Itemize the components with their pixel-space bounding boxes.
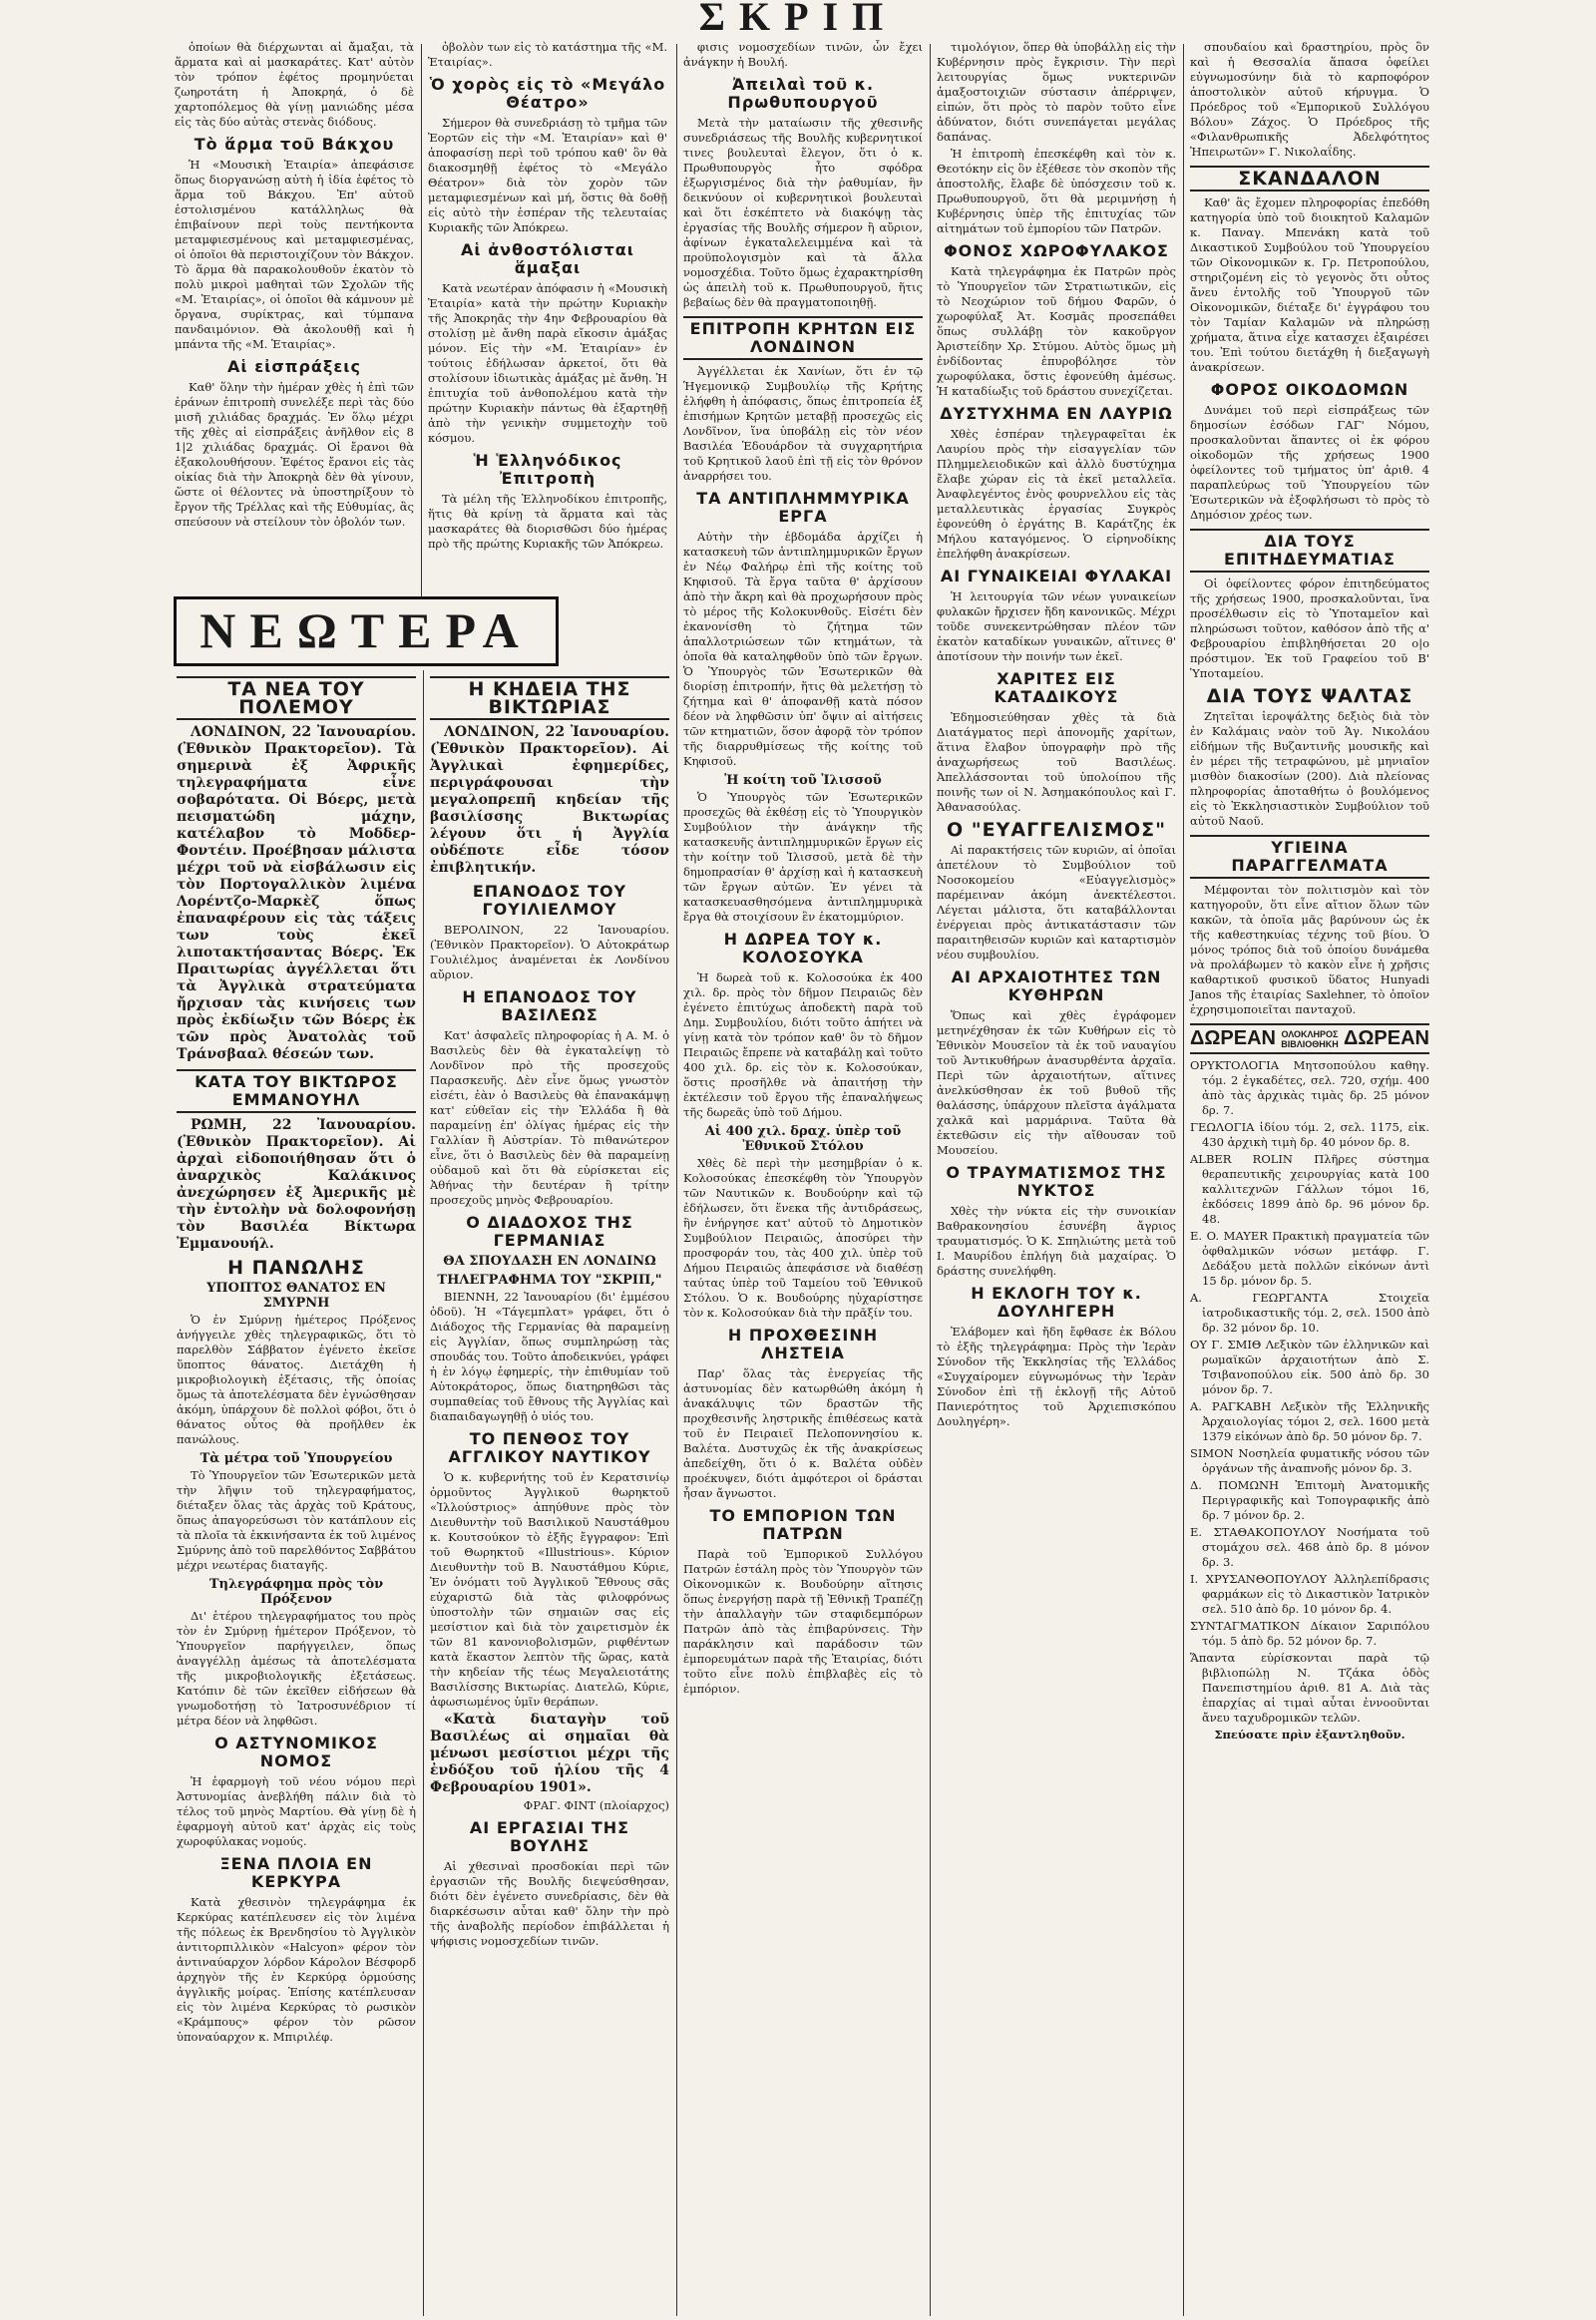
- subheading: ΤΗΛΕΓΡΑΦΗΜΑ ΤΟΥ "ΣΚΡΙΠ,": [437, 1273, 662, 1288]
- paragraph: Ἡ ἐφαρμογὴ τοῦ νέου νόμου περὶ Ἀστυνομίας ἀνεβλήθη πάλιν διὰ τὸ τέλος τοῦ μηνὸς Μαρτίου. Θὰ γίνῃ δὲ ἡ ἐφαρμογὴ αὐτοῦ κατ' ἀρχὰς εἰς τοὺς χωροφύλακας νομούς.: [177, 1774, 416, 1848]
- heading: ΣΚΑΝΔΑΛΟΝ: [1190, 166, 1429, 192]
- heading: Η ΕΠΑΝΟΔΟΣ ΤΟΥ ΒΑΣΙΛΕΩΣ: [462, 987, 637, 1024]
- list-item: ΟΡΥΚΤΟΛΟΓΙΑ Μητσοπούλου καθηγ. τόμ. 2 ἐγκαδέτες, σελ. 720, σχήμ. 400 ἀπὸ τὰς ἀρχικὰς τιμὰς δρ. 25 μόνον δρ. 7.: [1190, 1058, 1429, 1117]
- paragraph: φισις νομοσχεδίων τινῶν, ὧν ἔχει ἀνάγκην ἡ Βουλή.: [683, 40, 923, 69]
- heading: Η ΠΡΟΧΘΕΣΙΝΗ ΛΗΣΤΕΙΑ: [727, 1326, 879, 1362]
- heading: Τὸ ἅρμα τοῦ Βάκχου: [194, 135, 395, 154]
- heading: ΑΙ ΑΡΧΑΙΟΤΗΤΕΣ ΤΩΝ ΚΥΘΗΡΩΝ: [951, 967, 1162, 1004]
- dorean-left: ΔΩΡΕΑΝ: [1190, 1027, 1276, 1049]
- paragraph: σπουδαίου καὶ δραστηρίου, πρὸς ὃν καὶ ἡ Θεσσαλία ἅπασα ὀφείλει εὐγνωμοσύνην διὰ τὸ καρποφόρον ἀποστολικὸν αὐτοῦ κήρυγμα. Ὁ Πρόεδρος τοῦ «Ἐμπορικοῦ Συλλόγου Βόλου» Ζάχος. Ὁ Πρόεδρος τῆς «Φιλανθρωπικῆς Ἀδελφότητος Ἠπειρωτῶν» Γ. Νικολαΐδης.: [1190, 40, 1429, 159]
- heading: Ο ΤΡΑΥΜΑΤΙΣΜΟΣ ΤΗΣ ΝΥΚΤΟΣ: [946, 1163, 1167, 1200]
- heading: ΑΙ ΕΡΓΑΣΙΑΙ ΤΗΣ ΒΟΥΛΗΣ: [469, 1818, 630, 1855]
- paragraph: Ὁ κ. κυβερνήτης τοῦ ἐν Κερατσινίῳ ὁρμοῦντος Ἀγγλικοῦ θωρηκτοῦ «Ἰλλούστριος» ἀπηύθυνε πρὸς τὸν Διευθυντὴν τοῦ Βασιλικοῦ Ναυστάθμου κ. Κουτσούκον τὸ ἑξῆς ἔγγραφον: Ἐπὶ τοῦ Θωρηκτοῦ «Illustrious». Κύριον Διευθυντὴν τοῦ Β. Ναυστάθμου Κύριε, Ἐν ὀνόματι τοῦ Ἀγγλικοῦ Ἔθνους σᾶς εὐχαριστῶ διὰ τὰς φιλοφρόνως ὑποστολὴν τῶν σημαιῶν σας εἰς μεσίστιον καὶ διὰ τὸν χαιρετισμὸν ἐκ τῶν 81 κανονιοβολισμῶν, ριφθέντων κατὰ ἕκαστον λεπτὸν τῆς ὥρας, κατὰ τὴν κηδείαν τῆς τέως Μεγαλειοτάτης Βασιλίσσης Βικτωρίας. Διατελῶ, Κύριε, ἀφωσιωμένος ὑμῖν θεράπων.: [430, 1470, 669, 1709]
- column-divider: [676, 44, 677, 2316]
- heading: ΤΑ ΑΝΤΙΠΛΗΜΜΥΡΙΚΑ ΕΡΓΑ: [696, 489, 910, 526]
- heading: ΦΟΡΟΣ ΟΙΚΟΔΟΜΩΝ: [1210, 380, 1409, 399]
- heading: Ο ΔΙΑΔΟΧΟΣ ΤΗΣ ΓΕΡΜΑΝΙΑΣ: [466, 1213, 633, 1250]
- column-divider: [421, 44, 422, 597]
- paragraph: Μετὰ τὴν ματαίωσιν τῆς χθεσινῆς συνεδριάσεως τῆς Βουλῆς κυβερνητικοί τινες βουλευταὶ ἔλεγον, ὅτι ὁ κ. Πρωθυπουργὸς ἦτο σφόδρα ἐξωργισμένος διὰ τὴν ῥαθυμίαν, ἣν δεικνύουν οἱ κυβερνητικοὶ βουλευταὶ καὶ ὅτι ἐσκέπτετο νὰ διακόψῃ τὰς ἐργασίας τῆς Βουλῆς σήμερον ἢ αὔριον, ἀφίνων ἐγκαταλελειμμένα καὶ τὰ προϋπολογισμὸν καὶ τὰ ἄλλα νομοσχέδια. Τοῦτο ὅμως ἐχαρακτηρίσθη ὡς ἀπειλὴ τοῦ κ. Πρωθυπουργοῦ, ἥτις βεβαίως δὲν θὰ πραγματοποιηθῇ.: [683, 116, 923, 309]
- paragraph: ὀβολὸν των εἰς τὸ κατάστημα τῆς «Μ. Ἑταιρίας».: [428, 40, 667, 69]
- heading: Ο ΑΣΤΥΝΟΜΙΚΟΣ ΝΟΜΟΣ: [214, 1734, 378, 1770]
- paragraph: Χθὲς δὲ περὶ τὴν μεσημβρίαν ὁ κ. Κολοσούκας ἐπεσκέφθη τὸν Ὑπουργὸν τῶν Ναυτικῶν κ. Βουδούρην καὶ τῷ ἐδήλωσεν, ὅτι ἕνεκα τῆς ἀντιδράσεως, ἣν ἐνήργησε κατ' αὐτοῦ τὸ Δημοτικὸν Συμβούλιον Πειραιῶς, ἀποσύρει τὴν προσφοράν του, τὰς 400 χιλ. ὑπὲρ τοῦ Δήμου Πειραιῶς ἀπεφάσισε νὰ διαθέσῃ ταύτας ὑπὲρ τοῦ Ταμείου τοῦ Ἐθνικοῦ Στόλου. Ὁ κ. Βουδούρης ηὐχαρίστησε τὸν κ. Κολοσούκαν διὰ τὴν πρᾶξίν του.: [683, 1156, 923, 1320]
- paragraph: Αἱ παρακτήσεις τῶν κυριῶν, αἱ ὁποῖαι ἀπετέλουν τὸ Συμβούλιον τοῦ Νοσοκομείου «Εὐαγγελισμὸς» παρέμειναν ἀκόμη ἀνεκτέλεστοι. Λέγεται μάλιστα, ὅτι καταβάλλονται ἐνέργειαι πρὸς ἀντικατάστασιν τῶν παραιτηθεισῶν κυριῶν καὶ καταρτισμὸν νέου συμβουλίου.: [937, 843, 1176, 962]
- heading: ΦΟΝΟΣ ΧΩΡΟΦΥΛΑΚΟΣ: [944, 241, 1169, 260]
- paragraph: Οἱ ὀφείλοντες φόρον ἐπιτηδεύματος τῆς χρήσεως 1900, προσκαλοῦνται, ἵνα προσέλθωσιν εἰς τὸ Ὑποταμεῖον καὶ πληρώσωσι τοῦτον, καθόσον ἀπὸ τῆς α' Φεβρουαρίου ἐπιβληθήσεται 20 ο|ο πρόστιμον. Ἐκ τοῦ Γραφείου τοῦ Β' Ὑποταμείου.: [1190, 577, 1429, 680]
- heading: ΔΙΑ ΤΟΥΣ ΨΑΛΤΑΣ: [1206, 685, 1413, 707]
- subheading: Αἱ 400 χιλ. δραχ. ὑπὲρ τοῦ Ἐθνικοῦ Στόλου: [704, 1124, 902, 1154]
- heading: Η ΕΚΛΟΓΗ ΤΟΥ κ. ΔΟΥΛΗΓΕΡΗ: [971, 1284, 1142, 1321]
- paragraph: Τὰ μέλη τῆς Ἑλληνοδίκου ἐπιτροπῆς, ἥτις θὰ κρίνῃ τὰ ἅρματα καὶ τὰς μασκαράτες θὰ διορισθῶσι δύο ἡμέρας πρὸ τῆς πρώτης Κυριακῆς τῶν Ἀπόκρεω.: [428, 492, 667, 551]
- heading: Ἡ Ἑλληνόδικος Ἐπιτροπὴ: [473, 451, 622, 488]
- paragraph: Κατὰ νεωτέραν ἀπόφασιν ἡ «Μουσικὴ Ἑταιρία» κατὰ τὴν πρώτην Κυριακὴν τῆς Ἀποκρηᾶς τὴν 4ην Φεβρουαρίου θὰ στολίσῃ μὲ ἄνθη παρὰ εἴκοσιν ἁμάξας μόνον. Εἰς τὴν «Μ. Ἑταιρίαν» ἐν τούτοις ἐδήλωσαν ἀρκετοί, ὅτι θὰ στολίσουν ἰδιωτικὰς ἁμάξας μὲ ἄνθη. Ἡ ἐπιτυχία τοῦ ἀνθοπολέμου κατὰ τὴν πρώτην Κυριακὴν πάντως θὰ ἐξαρτηθῇ ἀπὸ τὴν γενικὴν συμμετοχὴν τοῦ κόσμου.: [428, 281, 667, 445]
- column-divider: [1183, 44, 1184, 2316]
- paragraph: Καθ' ὅλην τὴν ἡμέραν χθὲς ἡ ἐπὶ τῶν ἐράνων ἐπιτροπὴ συνελέξε περὶ τὰς δύο μισῆ χιλιάδας δραχμάς. Ἐν ὅλῳ μέχρι τῆς χθὲς αἱ εἰσπράξεις ἀνῆλθον εἰς 8 1|2 χιλιάδας δραχμάς. Οἱ ἔρανοι θὰ ἐξακολουθήσουν. Ἐφέτος ἔρανοι εἰς τὰς οἰκίας διὰ τὴν Ἀποκρηὰ δὲν θὰ γίνουν, ὥστε οἱ θέλοντες νὰ ὑποστηρίξουν τὸ ἔργον τῆς Τρέλλας καὶ τῆς Εὐθυμίας, ἂς σπεύσουν νὰ στείλουν τὸν ὀβολόν των.: [175, 380, 414, 529]
- list-item: Σπεύσατε πρὶν ἐξαντληθοῦν.: [1214, 1728, 1405, 1741]
- heading: Αἱ εἰσπράξεις: [227, 357, 361, 376]
- paragraph: Καθ' ἃς ἔχομεν πληροφορίας ἐπεδόθη κατηγορία ὑπὸ τοῦ διοικητοῦ Καλαμῶν κ. Παναγ. Μπενάκη κατὰ τοῦ Δικαστικοῦ Συμβούλου τοῦ Ὑπουργείου τῶν Οἰκονομικῶν κ. Γρ. Πετροπούλου, στηριζομένη εἰς τὸ γεγονὸς ὅτι οὗτος ἄνευ ἐντολῆς τοῦ Ὑπουργοῦ τῶν Οἰκονομικῶν, διέταξε δι' ἐγγράφου του τὸν Ταμίαν Καλαμῶν νὰ πληρώσῃ χρήματα, ἅτινα εἶχε κατασχει ἐξαιρέσει του. Ἐπὶ τούτου διετάχθη ἡ διεξαγωγὴ ἀνακρίσεων.: [1190, 195, 1429, 374]
- heading: Ὁ χορὸς εἰς τὸ «Μεγάλο Θέατρο»: [429, 75, 666, 112]
- paragraph: Σήμερον θὰ συνεδριάσῃ τὸ τμῆμα τῶν Ἑορτῶν εἰς τὴν «Μ. Ἑταιρίαν» καὶ θ' ἀποφασίσῃ περὶ τοῦ τρόπου καθ' ὃν θὰ διακοσμηθῇ ἐφέτος τὸ «Μεγάλο Θέατρον» διὰ τὸν χορὸν τῶν μεταμφιεσμένων καὶ μή, ὅστις θὰ δοθῇ εἰς αὐτὸ τὴν ἑσπέραν τῆς τελευταίας Κυριακῆς τῶν Ἀπόκρεω.: [428, 116, 667, 234]
- paragraph: Ἀγγέλλεται ἐκ Χανίων, ὅτι ἐν τῷ Ἡγεμονικῷ Συμβουλίῳ τῆς Κρήτης ἐλήφθη ἡ ἀπόφασις, ὅπως ἐπιτροπεία ἐξ ἐπισήμων Κρητῶν μεταβῇ προσεχῶς εἰς Λονδῖνον, ἵνα ὑποβάλῃ εἰς τὸν νέον Βασιλέα Ἐδουάρδον τὰ συγχαρητήρια τοῦ Κρητικοῦ λαοῦ ἐπὶ τῇ εἰς τὸν θρόνον ἀναρρήσει του.: [683, 364, 923, 483]
- heading: ΔΙΑ ΤΟΥΣ ΕΠΙΤΗΔΕΥΜΑΤΙΑΣ: [1190, 529, 1429, 573]
- heading: ΤΑ ΝΕΑ ΤΟΥ ΠΟΛΕΜΟΥ: [177, 676, 416, 720]
- column-1-top: [170, 40, 419, 593]
- paragraph: «Κατὰ διαταγὴν τοῦ Βασιλέως αἱ σημαῖαι θὰ μένωσι μεσίστιοι μέχρι τῆς ἐνδόξου τοῦ ἡλίου τῆς 4 Φεβρουαρίου 1901».: [430, 1712, 669, 1795]
- column-2-top: [423, 40, 672, 593]
- paragraph: ΛΟΝΔΙΝΟΝ, 22 Ἰανουαρίου. (Ἐθνικὸν Πρακτορεῖον). Τὰ σημερινὰ ἐξ Ἀφρικῆς τηλεγραφήματα εἶνε σοβαρότατα. Οἱ Βόερς, μετὰ πεισματώδη μάχην, κατέλαβον τὸ Μοδδερ-Φοντέιν. Προέβησαν μάλιστα μέχρι τοῦ νὰ εἰσβάλωσιν εἰς τὸν Πορτογαλλικὸν λιμένα Λορέντζο-Μαρκὲζ ὅπως ἐπαναφέρουν εἰς τὰς τάξεις των τοὺς ἐκεῖ λιποτακτήσαντας Βόερς. Ἐκ Πραιτωρίας ἀγγέλλεται ὅτι τὰ Ἀγγλικὰ στρατεύματα ἤρχισαν τὰς κινήσεις των πρὸς ἐκδίωξιν τῶν Βόερς ἐκ τῶν πρὸς Ἀνατολὰς τοῦ Τράνσβααλ θέσεών των.: [177, 724, 416, 1062]
- list-item: Α. ΓΕΩΡΓΑΝΤΑ Στοιχεῖα ἰατροδικαστικῆς τόμ. 2, σελ. 1500 ἀπὸ δρ. 32 μόνον δρ. 10.: [1190, 1291, 1429, 1335]
- heading: Η ΠΑΝΩΛΗΣ: [227, 1257, 365, 1279]
- paragraph: Ὁ Ὑπουργὸς τῶν Ἐσωτερικῶν προσεχῶς θὰ ἐκθέσῃ εἰς τὸ Ὑπουργικὸν Συμβούλιον τὴν ἀνάγκην τῆς κατασκευῆς ἀντιπλημμυρικῶν ἔργων εἰς τὴν κοίτην τοῦ Ἰλισσοῦ, μετὰ δὲ τὴν δημοπρασίαν θ' ἀρχίσῃ καὶ ἡ κατασκευὴ τῶν ἔργων αὐτῶν. Ἐν γένει τὰ κατασκευασθησόμενα ἀντιπλημμυρικὰ ἔργα θὰ στοιχίσουν ἓν ἑκατομμύριον.: [683, 790, 923, 924]
- neotera-banner: ΝΕΩΤΕΡΑ: [174, 596, 559, 666]
- paragraph: Ὅπως καὶ χθὲς ἐγράφομεν μετηνέχθησαν ἐκ τῶν Κυθήρων εἰς τὸ Ἐθνικὸν Μουσεῖον τὰ ἐκ τοῦ ναυαγίου τοῦ Ἀντικυθήρων ἀνασυρθέντα ἀρχαῖα. Περὶ τῶν ἀρχαιοτήτων, αἵτινες ἀνελκύσθησαν ἐκ τοῦ βυθοῦ τῆς θαλάσσης, ὑπάρχουν πλεῖστα ἀγάλματα χαλκᾶ καὶ μαρμάρινα. Ταῦτα θὰ ἐκτεθῶσιν εἰς τὴν αἴθουσαν τοῦ Μουσείου.: [937, 1008, 1176, 1157]
- column-4: [932, 40, 1181, 2316]
- heading: ΤΟ ΕΜΠΟΡΙΟΝ ΤΩΝ ΠΑΤΡΩΝ: [709, 1506, 897, 1543]
- list-item: Α. ΡΑΓΚΑΒΗ Λεξικὸν τῆς Ἑλληνικῆς Ἀρχαιολογίας τόμοι 2, σελ. 1600 μετὰ 1379 εἰκόνων ἀπὸ δρ. 50 μόνον δρ. 7.: [1190, 1399, 1429, 1443]
- heading: ΤΟ ΠΕΝΘΟΣ ΤΟΥ ΑΓΓΛΙΚΟΥ ΝΑΥΤΙΚΟΥ: [448, 1429, 651, 1466]
- heading: Αἱ ἀνθοστόλισται ἅμαξαι: [461, 240, 634, 277]
- paragraph: τιμολόγιον, ὅπερ θὰ ὑποβάλλῃ εἰς τὴν Κυβέρνησιν πρὸς ἔγκρισιν. Τὴν περὶ λειτουργίας ὅμως νυκτερινῶν ἁμαξοστοιχιῶν σύστασιν ἀπέρριψεν, εἰπών, ὅτι πρὸς τὸ παρὸν τοῦτο εἶνε ἀδύνατον, διότι συνεπάγεται μεγάλας δαπάνας.: [937, 40, 1176, 144]
- paragraph: Τὸ Ὑπουργεῖον τῶν Ἐσωτερικῶν μετὰ τὴν λῆψιν τοῦ τηλεγραφήματος, διέταξεν ὅλας τὰς ἀρχὰς τοῦ Κράτους, ὅπως ἀπαγορεύσωσι τὸν κατάπλουν εἰς τὰ πλοῖα τὰ ἐκκινήσαντα ἐκ τοῦ λιμένος Σμύρνης ἀπὸ τοῦ παρελθόντος Σαββάτου μέχρι νεωτέρας διαταγῆς.: [177, 1468, 416, 1572]
- book-list: [1190, 1058, 1429, 1742]
- signature: ΦΡΑΓ. ΦΙΝΤ (πλοίαρχος): [523, 1798, 669, 1812]
- paragraph: Ἡ δωρεὰ τοῦ κ. Κολοσούκα ἐκ 400 χιλ. δρ. πρὸς τὸν δῆμον Πειραιῶς δὲν ἐγένετο ἐπιτύχως ἀποδεκτὴ παρὰ τοῦ Δημ. Συμβουλίου, διότι τοῦτο ἀπήτει νὰ γίνῃ κατὰ τὸν τρόπον καθ' ὃν τὸ δῆμον Πειραιῶς ἔπρεπε νὰ καταβάλῃ καὶ τοῦτο 400 χιλ. δρ. εἰς τὸν κ. Κολοσούκαν, ὅστις προσῆλθε νὰ ἀπαιτήσῃ τὴν ἐκτέλεσιν τοῦ ἔργου τῆς ἐπαναλήψεως τῆς δωρεᾶς ὑπὸ τοῦ Δήμου.: [683, 970, 923, 1119]
- masthead-title: ΣΚΡΙΠ: [698, 0, 898, 39]
- paragraph: ΛΟΝΔΙΝΟΝ, 22 Ἰανουαρίου. (Ἐθνικὸν Πρακτορεῖον). Αἱ Ἀγγλικαὶ ἐφημερίδες, περιγράφουσαι τὴν μεγαλοπρεπῆ κηδείαν τῆς βασιλίσσης Βικτωρίας λέγουν ὅτι ἡ Ἀγγλία οὐδέποτε εἶδε τόσον ἐπιβλητικήν.: [430, 724, 669, 876]
- paragraph: ΒΕΡΟΛΙΝΟΝ, 22 Ἰανουαρίου. (Ἐθνικὸν Πρακτορεῖον). Ὁ Αὐτοκράτωρ Γουλιέλμος ἀναμένεται ἐκ Λονδίνου αὔριον.: [430, 923, 669, 981]
- subheading: ΥΠΟΠΤΟΣ ΘΑΝΑΤΟΣ ΕΝ ΣΜΥΡΝΗ: [206, 1281, 386, 1311]
- list-item: SIMON Νοσηλεία φυματικῆς νόσου τῶν ὀργάνων τῆς ἀναπνοῆς μόνον δρ. 3.: [1190, 1446, 1429, 1475]
- paragraph: Μέμφονται τὸν πολιτισμὸν καὶ τὸν κατηγοροῦν, ὅτι εἶνε αἴτιον ὅλων τῶν κακῶν, τὰ ὁποῖα μᾶς βαρύνουν ὡς ἐκ τῆς καθεστηκυίας τέχνης τοῦ βίου. Ὁ μόνος τρόπος διὰ τοῦ ὁποίου δυνάμεθα νὰ προλάβωμεν τὸ κακὸν εἶνε ἡ χρῆσις καθαρτικοῦ φυσικοῦ ὕδατος Hunyadi Janos τῆς ἐταιρίας Saxlehner, τὸ ὁποῖον ἐχρησιμοποιεῖται πανταχοῦ.: [1190, 883, 1429, 1016]
- heading: ΞΕΝΑ ΠΛΟΙΑ ΕΝ ΚΕΡΚΥΡΑ: [219, 1854, 373, 1891]
- list-item: Δ. ΠΟΜΩΝΗ Ἐπιτομὴ Ἀνατομικῆς Περιγραφικῆς καὶ Τοπογραφικῆς ἀπὸ δρ. 7 μόνον δρ. 2.: [1190, 1478, 1429, 1522]
- column-5: [1185, 40, 1434, 2316]
- column-3: [678, 40, 928, 2316]
- paragraph: Ζητεῖται ἱεροψάλτης δεξιὸς διὰ τὸν ἐν Καλάμαις ναὸν τοῦ Ἁγ. Νικολάου εἰδήμων τῆς Βυζαντινῆς μουσικῆς καὶ ἐν μέρει τῆς τετραφώνου, μὲ μηνιαῖον μισθὸν διακοσίων (200). Διὰ πλείονας πληροφορίας ἀποταθήτω ὁ βουλόμενος εἰς τὸ Ἐκκλησιαστικὸν Συμβούλιον τοῦ αὐτοῦ Ναοῦ.: [1190, 709, 1429, 828]
- paragraph: Δυνάμει τοῦ περὶ εἰσπράξεως τῶν δημοσίων ἐσόδων ΓΑΓ' Νόμου, προσκαλοῦνται ἅπαντες οἱ ἐκ φόρου οἰκοδομῶν τῆς χρήσεως 1900 ὀφείλοντες τοῦ τμήματος ὑπ' ἀριθ. 4 παραπλεύρως τοῦ Ὑπουργείου τῶν Ἐσωτερικῶν νὰ ἐξοφλήσωσι τὸ πρὸς τὸ Δημόσιον χρέος των.: [1190, 403, 1429, 522]
- list-item: Ι. ΧΡΥΣΑΝΘΟΠΟΥΛΟΥ Ἀλληλεπίδρασις φαρμάκων εἰς τὸ Δικαστικὸν Ἰατρικὸν σελ. 510 ἀπὸ δρ. 10 μόνον δρ. 4.: [1190, 1572, 1429, 1616]
- column-divider: [423, 670, 424, 2316]
- paragraph: Αἱ χθεσιναὶ προσδοκίαι περὶ τῶν ἐργασιῶν τῆς Βουλῆς διεψεύσθησαν, διότι δὲν ἐγένετο συνεδρίασις, δὲν θὰ διαρκέσωσιν αὗται καθ' ὅλην τὴν πρὸ τῆς ἀναβολῆς περίοδον ἐπιβάλλεται ἡ ψήφισις νομοσχεδίων τινῶν.: [430, 1859, 669, 1948]
- heading: ΧΑΡΙΤΕΣ ΕΙΣ ΚΑΤΑΔΙΚΟΥΣ: [994, 669, 1119, 706]
- paragraph: Ὁ ἐν Σμύρνῃ ἡμέτερος Πρόξενος ἀνήγγειλε χθὲς τηλεγραφικῶς, ὅτι τὸ παρελθὸν Σάββατον ἐγένετο ἐκεῖσε ὕποπτος θάνατος. Διετάχθη ἡ μικροβιολογικὴ ἐξέτασις, τῆς ὁποίας ὅμως τὰ ἀποτελέσματα δὲν ἐγνώσθησαν ἀκόμη, ὑπάρχουν δὲ πολλοὶ φόβοι, ὅτι ὁ θάνατος οὗτος θὰ προῆλθεν ἐκ πανώλους.: [177, 1313, 416, 1446]
- subheading: Ἡ κοίτη τοῦ Ἰλισσοῦ: [724, 773, 882, 788]
- dorean-right: ΔΩΡΕΑΝ: [1344, 1027, 1429, 1049]
- paragraph: Ἡ «Μουσικὴ Ἑταιρία» ἀπεφάσισε ὅπως διοργανώσῃ αὐτὴ ἡ ἰδία ἐφέτος τὸ ἅρμα τοῦ Βάκχου. Ἐπ' αὐτοῦ ἐστολισμένου κατάλληλως θὰ ἐπιβαίνουν περὶ τοὺς πεντήκοντα μεταμφιεσμένους καὶ μεταμφιεσμένας, οἱ ὁποῖοι θὰ περιστοιχίζουν τὸν Βάκχον. Τὸ ἅρμα θὰ παρακολουθοῦν ἑκατὸν τὸ πολὺ μικροὶ μαθηταὶ τῶν Σχολῶν τῆς «Μ. Ἑταιρίας», οἱ ὁποῖοι θὰ κάμνουν μὲ ὄργανα, συρίκτρας, καὶ τύμπανα πανδαιμόνιον. Θὰ ἀκολουθῇ καὶ ἡ μπάντα τῆς «Μ. Ἑταιρίας».: [175, 158, 414, 351]
- paragraph: Κατ' ἀσφαλεῖς πληροφορίας ἡ Α. Μ. ὁ Βασιλεὺς δὲν θὰ ἐγκαταλείψῃ τὸ Λονδῖνον πρὸ τῆς προσεχοῦς Παρασκευῆς. Δὲν εἶνε ὅμως γνωστὸν εἰσέτι, ἐὰν ὁ Βασιλεὺς θὰ ἐπανακάμψῃ κατ' εὐθεῖαν εἰς τὴν Ἑλλάδα ἢ θὰ παραμείνῃ ἐπ' ὀλίγας ἡμέρας εἰς τὴν Γαλλίαν ἢ Αὐστρίαν. Τὸ πιθανώτερον εἶνε, ὅτι ὁ Βασιλεὺς δὲν θὰ παραμείνῃ οὐδαμοῦ καὶ ὅτι θὰ εὑρίσκεται εἰς Ἀθήνας τὴν δευτέραν ἢ τρίτην προσεχοῦς μηνὸς Φεβρουαρίου.: [430, 1028, 669, 1207]
- paragraph: Παρὰ τοῦ Ἐμπορικοῦ Συλλόγου Πατρῶν ἐστάλη πρὸς τὸν Ὑπουργὸν τῶν Οἰκονομικῶν κ. Βουδούρην αἴτησις ὅπως ἐνεργήσῃ παρὰ τῇ Ἐθνικῇ Τραπέζῃ τὴν ἀπαλλαγὴν τῶν σταφιδεμπόρων Πατρῶν ἀπὸ τὰς ἐπιβαρύνσεις. Τὴν παράκλησιν καὶ παράδοσιν τῶν ἐμπορευμάτων παρὰ τῆς Ἑταιρίας, διότι τοῦτο εἶνε πολὺ ἐπιβλαβὲς εἰς τὸ ἐμπόριον.: [683, 1547, 923, 1696]
- list-item: ALBER ROLIN Πλῆρες σύστημα θεραπευτικῆς χειρουργίας κατὰ 100 καλλιτεχνῶν Γάλλων τόμοι 16, ἐκδόσεις 1899 ἀπὸ δρ. 96 μόνον δρ. 48.: [1190, 1152, 1429, 1226]
- heading: ΕΠΑΝΟΔΟΣ ΤΟΥ ΓΟΥΙΛΙΕΛΜΟΥ: [472, 882, 627, 919]
- heading: ΕΠΙΤΡΟΠΗ ΚΡΗΤΩΝ ΕΙΣ ΛΟΝΔΙΝΟΝ: [683, 316, 923, 360]
- subheading: ΘΑ ΣΠΟΥΔΑΣΗ ΕΝ ΛΟΝΔΙΝΩ: [443, 1254, 656, 1269]
- paragraph: Χθὲς τὴν νύκτα εἰς τὴν συνοικίαν Βαθρακονησίου ἐσυνέβη ἄγριος τραυματισμός. Ὁ Κ. Σπηλιώτης μετὰ τοῦ Ι. Μαυρίδου ἐπλήγη διὰ μαχαίρας. Ὁ δράστης συνελήφθη.: [937, 1204, 1176, 1278]
- paragraph: ΒΙΕΝΝΗ, 22 Ἰανουαρίου (δι' ἐμμέσου ὁδοῦ). Ἡ «Τάγεμπλατ» γράφει, ὅτι ὁ Διάδοχος τῆς Γερμανίας θὰ παραμείνῃ εἰς Ἀγγλίαν, ὅπως συμπληρώσῃ τὰς σπουδάς του. Τοῦτο ἀποδεικνύει, γράφει ἡ ἐν λόγῳ ἐφημερίς, τὴν ἐπιθυμίαν τοῦ Αὐτοκράτορος, ὅπως διατηρηθῶσι τὰς συμπαθείας τοῦ ἔθνους τῆς Ἀγγλίας καὶ διαπαιδαγωγηθῇ ὁ υἱός του.: [430, 1290, 669, 1423]
- paragraph: Ἐδημοσιεύθησαν χθὲς τὰ διὰ Διατάγματος περὶ ἀπονομῆς χαρίτων, ἅτινα ἔλαβον ὑπογραφὴν πρὸ τῆς ἀναχωρήσεως τοῦ Βασιλέως. Ἀπελλάσσονται τοῦ ὑπολοίπου τῆς ποινῆς των οἱ Ν. Ἀσημακόπουλος καὶ Γ. Ἀθανασούλας.: [937, 710, 1176, 814]
- paragraph: Κατὰ τηλεγράφημα ἐκ Πατρῶν πρὸς τὸ Ὑπουργεῖον τῶν Στρατιωτικῶν, εἰς τὸ Νεοχώριον τοῦ δήμου Φαρῶν, ὁ χωροφύλαξ Ἀτ. Κοσμᾶς προσεπάθει ὅπως συλλάβῃ τὸν κακοῦργον Ἀριστείδην Χρ. Στύμου. Αὐτὸς ὅμως μὴ ἐνδίδοντας ἐπυροβόλησε τὸν χωροφύλακα, ὅστις ἐφονεύθη ἀμέσως. Ἡ καταδίωξις τοῦ δράστου συνεχίζεται.: [937, 264, 1176, 398]
- paragraph: ΡΩΜΗ, 22 Ἰανουαρίου. (Ἐθνικὸν Πρακτορεῖον). Αἱ ἀρχαὶ εἰδοποιήθησαν ὅτι ὁ ἀναρχικὸς Καλάκινος ἀνεχώρησεν ἐξ Ἀμερικῆς μὲ τὴν ἐντολὴν νὰ δολοφονήσῃ τὸν Βασιλέα Βίκτωρα Ἐμμανουήλ.: [177, 1117, 416, 1252]
- list-item: ΣΥΝΤΑΓΜΑΤΙΚΟΝ Δίκαιον Σαριπόλου τόμ. 5 ἀπὸ δρ. 52 μόνον δρ. 7.: [1190, 1619, 1429, 1648]
- list-item: ΟΥ Γ. ΣΜΙΘ Λεξικὸν τῶν ἑλληνικῶν καὶ ρωμαϊκῶν ἀρχαιοτήτων ἀπὸ Σ. Τσιβανοπούλου εἰκ. 500 ἀπὸ δρ. 30 μόνον δρ. 7.: [1190, 1338, 1429, 1396]
- paragraph: Παρ' ὅλας τὰς ἐνεργείας τῆς ἀστυνομίας δὲν κατωρθώθη ἀκόμη ἡ ἀνακάλυψις τῶν δραστῶν τῆς προχθεσινῆς ληστρικῆς ἐπιθέσεως κατὰ τοῦ ἐν Πειραιεῖ Πελοποννησίου κ. Βαλέτα. Δυστυχῶς ἐκ τῆς ἀνακρίσεως ἀπεδείχθη, ὅτι ὁ κ. Βαλέτα οὐδὲν προέκυψεν, διότι ἀμφότεροι οἱ δράσται ἦσαν ἄγνωστοι.: [683, 1366, 923, 1500]
- dorean-header: [1190, 1023, 1429, 1054]
- subheading: Τηλεγράφημα πρὸς τὸν Πρόξενον: [208, 1577, 384, 1607]
- paragraph: ὁποίων θὰ διέρχωνται αἱ ἄμαξαι, τὰ ἅρματα καὶ αἱ μασκαράτες. Κατ' αὐτὸν τὸν τρόπον ἐφέτος προμηνύεται ζωηροτάτη ἡ Ἀποκρηά, ὁ δὲ χαρτοπόλεμος θὰ γίνῃ μανιώδης μέσα εἰς τὰς δύο αὐτὰς στενὰς διόδους.: [175, 40, 414, 129]
- column-divider: [930, 44, 931, 2316]
- heading: ΚΑΤΑ ΤΟΥ ΒΙΚΤΩΡΟΣ ΕΜΜΑΝΟΥΗΛ: [177, 1069, 416, 1113]
- heading: Η ΚΗΔΕΙΑ ΤΗΣ ΒΙΚΤΩΡΙΑΣ: [430, 676, 669, 720]
- paragraph: Δι' ἑτέρου τηλεγραφήματος του πρὸς τὸν ἐν Σμύρνῃ ἡμέτερον Πρόξενον, τὸ Ὑπουργεῖον παρήγγειλεν, ὅπως ἀναγγέλλῃ ἀμέσως τὰ ἀποτελέσματα τῆς μικροβιολογικῆς ἐξετάσεως. Κατόπιν δὲ τῶν ἐκεῖθεν εἰδήσεων θὰ γνωμοδοτήσῃ τὸ Ἰατροσυνέδριον τί μέτρα δέον νὰ ληφθῶσι.: [177, 1609, 416, 1728]
- paragraph: Κατὰ χθεσινὸν τηλεγράφημα ἐκ Κερκύρας κατέπλευσεν εἰς τὸν λιμένα τῆς πόλεως ἐκ Βρενδησίου τὸ Ἀγγλικὸν ἀντιτορπιλλικὸν «Halcyon» φέρον τὸν ἀντιναύαρχον λόρδον Κάρολον Βέσφορδ ἀρχηγὸν τῆς ἐν Κερκύρᾳ ὁρμούσης ἀγγλικῆς μοίρας. Ἐπίσης κατέπλευσαν εἰς τὸν λιμένα Κερκύρας τὸ ρωσικὸν «Κράμπους» φέρον τὸν ρῶσον ὑποναύαρχον κ. Μπιριλέφ.: [177, 1895, 416, 2044]
- paragraph: Ἡ ἐπιτροπὴ ἐπεσκέφθη καὶ τὸν κ. Θεοτόκην εἰς ὃν ἐξέθεσε τὸν σκοπὸν τῆς ἀποστολῆς, ἔλαβε δὲ ὑπόσχεσιν τοῦ κ. Πρωθυπουργοῦ, ὅτι θὰ μεριμνήσῃ ἡ Κυβέρνησις ὑπὲρ τῆς ἐπιτυχίας τῶν αἰτημάτων τοῦ ἐμπορίου τῶν Πατρῶν.: [937, 147, 1176, 235]
- list-item: Ἅπαντα εὑρίσκονται παρὰ τῷ βιβλιοπώλῃ Ν. Τζάκα ὁδὸς Πανεπιστημίου ἀριθ. 81 Α. Διὰ τὰς ἐπαρχίας αἱ τιμαὶ αὗται ἐννοοῦνται ἄνευ ταχυδρομικῶν τελῶν.: [1190, 1651, 1429, 1725]
- column-2-lower: [425, 670, 674, 2316]
- heading: Ἀπειλαὶ τοῦ κ. Πρωθυπουργοῦ: [727, 75, 879, 112]
- list-item: E. O. MAYER Πρακτικὴ πραγματεία τῶν ὀφθαλμικῶν νόσων μετάφρ. Γ. Δεδάξου μετὰ πολλῶν εἰκόνων ἀντὶ 15 δρ. μόνον δρ. 5.: [1190, 1229, 1429, 1288]
- heading: Ο "ΕΥΑΓΓΕΛΙΣΜΟΣ": [947, 819, 1166, 841]
- paragraph: Ἡ λειτουργία τῶν νέων γυναικείων φυλακῶν ἤρχισεν ἤδη κανονικῶς. Μέχρι τοῦδε συνεκεντρώθησαν πλέον τῶν ἑκατὸν καταδίκων γυναικῶν, αἵτινες θ' ἀποτίσουν τὴν ποινήν των ἐκεῖ.: [937, 589, 1176, 663]
- list-item: ΓΕΩΛΟΓΙΑ ἰδίου τόμ. 2, σελ. 1175, εἰκ. 430 ἀρχικὴ τιμὴ δρ. 40 μόνον δρ. 8.: [1190, 1120, 1429, 1149]
- heading: ΥΓΙΕΙΝΑ ΠΑΡΑΓΓΕΛΜΑΤΑ: [1190, 835, 1429, 879]
- list-item: Ε. ΣΤΑΘΑΚΟΠΟΥΛΟΥ Νοσήματα τοῦ στομάχου σελ. 468 ἀπὸ δρ. 8 μόνον δρ. 3.: [1190, 1525, 1429, 1569]
- subheading: Τὰ μέτρα τοῦ Ὑπουργείου: [200, 1451, 393, 1466]
- paragraph: Αὐτὴν τὴν ἑβδομάδα ἀρχίζει ἡ κατασκευὴ τῶν ἀντιπλημμυρικῶν ἔργων ἐν Νέῳ Φαλήρῳ ἐπὶ τῆς κοίτης τοῦ Κηφισοῦ. Τὰ ἔργα ταῦτα θ' ἀρχίσουν ἀπὸ τὴν ἄκρη καὶ θὰ προχωρήσουν πρὸς τὸ μέρος τῆς Κολοκυνθοῦς. Εἰσέτι δὲν ἐκανονίσθη τὸ ζήτημα τῶν ἀπαλλοτριώσεων τῶν κτημάτων, τὰ ὁποῖα θὰ καταληφθοῦν ὑπὸ τῶν ἔργων. Ὁ Ὑπουργὸς τῶν Ἐσωτερικῶν θὰ διορίσῃ ἐπιτροπήν, ἥτις θὰ μελετήσῃ τὸ ζήτημα καὶ θ' ἀποφανθῇ κατὰ πόσον δέον νὰ ληφθῶσιν ὑπ' ὄψιν αἱ αἰτήσεις τῶν κτηματιῶν, ὅσον ἀφορᾷ τὸν τρόπον τῆς διαρρυθμίσεως τῆς κοίτης τοῦ Κηφισοῦ.: [683, 530, 923, 768]
- column-1-lower: [172, 670, 421, 2316]
- paragraph: Χθὲς ἑσπέραν τηλεγραφεῖται ἐκ Λαυρίου πρὸς τὴν εἰσαγγελίαν τῶν Πλημμελειοδικῶν καὶ ἀλλὸ δυστύχημα ἔλαβε χώραν εἰς τὰ ἐκεῖ μεταλλεῖα. Ἀναφλεγέντος ἐνὸς φουρνελλου εἰς τὰς μεταλλευτικὰς ἐργασίας Συγκρὸς ἐφονεύθη ὁ ἐργάτης Β. Καράτζης ἐκ Μήλου καταγόμενος. Ὁ εἰρηνοδίκης ἐπελήφθη ἀνακρίσεων.: [937, 427, 1176, 561]
- heading: Η ΔΩΡΕΑ ΤΟΥ κ. ΚΟΛΟΣΟΥΚΑ: [723, 930, 883, 967]
- heading: ΔΥΣΤΥΧΗΜΑ ΕΝ ΛΑΥΡΙΩ: [940, 404, 1173, 423]
- paragraph: Ἐλάβομεν καὶ ἤδη ἔφθασε ἐκ Βόλου τὸ ἑξῆς τηλεγράφημα: Πρὸς τὴν Ἱερὰν Σύνοδον τῆς Ἐκκλησίας τῆς Ἑλλάδος «Συγχαίρομεν εὐγνωμόνως τὴν Ἱερὰν Σύνοδον ἐπὶ τῇ ἐκλογῇ τῆς Αὐτοῦ Πανιερότητος τοῦ Ἀρχιεπισκόπου Δουληγέρη».: [937, 1325, 1176, 1428]
- dorean-mid: ΟΛΟΚΛΗΡΟΣ ΒΙΒΛΙΟΘΗΚΗ: [1281, 1028, 1339, 1049]
- heading: ΑΙ ΓΥΝΑΙΚΕΙΑΙ ΦΥΛΑΚΑΙ: [940, 567, 1173, 585]
